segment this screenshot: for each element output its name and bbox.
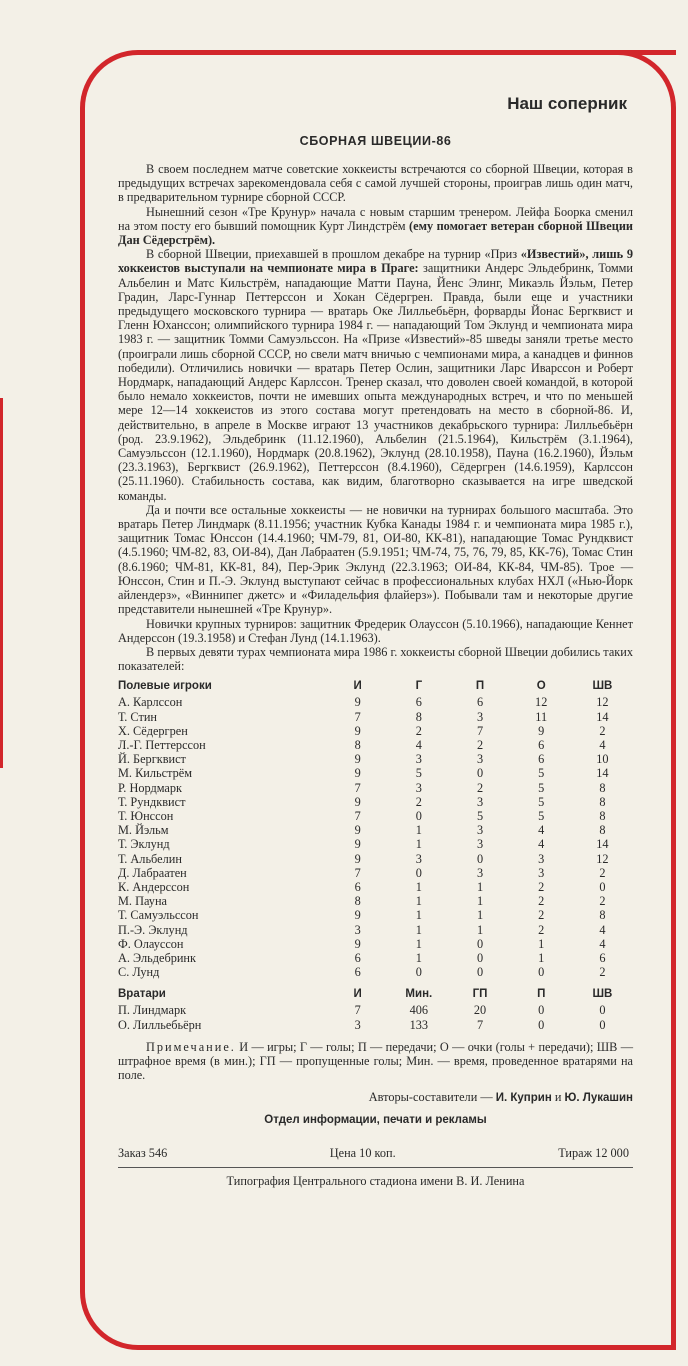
player-name: Т. Рундквист (118, 794, 186, 809)
skaters-header-row (118, 677, 633, 695)
paragraph-2: Нынешний сезон «Тре Крунур» начала с новым старшим тренером. Лейфа Боорка сменил на этом посту его бывший помощник Курт Линдстрём (ему помогает ветеран сборной Швеции Дан Сёдерстрём). (118, 204, 633, 248)
stat-cell: 3 (476, 823, 484, 838)
stat-cell: 14 (596, 766, 609, 781)
stat-cell: 5 (538, 808, 545, 823)
skater-row (118, 852, 633, 866)
price: Цена 10 коп. (329, 1146, 396, 1161)
stat-cell: 0 (476, 950, 484, 965)
stat-cell: 12 (596, 695, 609, 710)
skater-row (118, 781, 633, 795)
department: Отдел информации, печати и рекламы (264, 1114, 487, 1127)
stat-cell: 6 (599, 950, 606, 965)
player-name: Д. Лабраатен (118, 865, 187, 880)
stat-cell: 1 (415, 936, 422, 951)
stat-cell: 0 (415, 865, 422, 880)
stat-cell: 0 (599, 1017, 606, 1032)
col-header: П (475, 680, 485, 693)
col-header: О (536, 680, 546, 693)
skater-row (118, 837, 633, 851)
stat-cell: 3 (354, 1017, 361, 1032)
imprint-row (118, 1146, 633, 1168)
col-header: ШВ (592, 680, 613, 693)
stat-cell: 9 (354, 823, 361, 838)
skater-row (118, 738, 633, 752)
stat-cell: 6 (354, 965, 361, 980)
player-name: Й. Бергквист (118, 752, 186, 767)
player-name: Р. Нордмарк (118, 780, 182, 795)
stat-cell: 6 (538, 752, 545, 767)
player-name: А. Эльдебринк (118, 950, 196, 965)
player-name: П.-Э. Эклунд (118, 922, 188, 937)
stat-cell: 6 (415, 695, 422, 710)
player-name: Л.-Г. Петтерссон (118, 737, 206, 752)
col-header: Полевые игроки (118, 680, 212, 693)
col-header: Г (415, 680, 423, 693)
stat-cell: 5 (538, 794, 545, 809)
skater-row (118, 795, 633, 809)
stat-cell: 3 (538, 865, 545, 880)
stat-cell: 2 (476, 737, 484, 752)
page-frame-right (671, 130, 676, 1350)
col-header: ГП (472, 988, 488, 1001)
stat-cell: 2 (538, 908, 545, 923)
stat-cell: 8 (599, 908, 606, 923)
player-name: Т. Альбелин (118, 851, 182, 866)
skater-row (118, 752, 633, 766)
stat-cell: 0 (599, 1003, 606, 1018)
stat-cell: 20 (473, 1003, 487, 1018)
stat-cell: 9 (538, 723, 545, 738)
stat-cell: 0 (415, 965, 422, 980)
stat-cell: 2 (538, 879, 545, 894)
stat-cell: 0 (538, 965, 545, 980)
stat-cell: 6 (538, 737, 545, 752)
stat-cell: 0 (476, 965, 484, 980)
stat-cell: 2 (415, 794, 422, 809)
skater-row (118, 937, 633, 951)
stat-cell: 9 (354, 766, 361, 781)
stat-cell: 6 (354, 950, 361, 965)
stat-cell: 3 (476, 865, 484, 880)
stat-cell: 12 (535, 695, 548, 710)
stat-cell: 1 (415, 837, 422, 852)
col-header: Мин. (405, 988, 433, 1001)
stat-cell: 5 (538, 766, 545, 781)
stat-cell: 1 (476, 894, 484, 909)
skater-row (118, 965, 633, 979)
player-name: Т. Самуэльссон (118, 908, 199, 923)
note-label: Примечание. (146, 1039, 236, 1054)
skater-row (118, 866, 633, 880)
goalies-body (118, 1003, 633, 1031)
stat-cell: 9 (354, 752, 361, 767)
stat-cell: 133 (409, 1017, 429, 1032)
stat-cell: 3 (415, 780, 422, 795)
player-name: Т. Юнссон (118, 808, 174, 823)
player-name: Х. Сёдергрен (118, 723, 188, 738)
stat-cell: 3 (476, 837, 484, 852)
stat-cell: 8 (599, 794, 606, 809)
order-number: Заказ 546 (118, 1146, 168, 1161)
paragraph-6: В первых девяти турах чемпионата мира 1986 г. хоккеисты сборной Швеции добились таких показателей: (118, 644, 633, 674)
stat-cell: 9 (354, 695, 361, 710)
stat-cell: 7 (354, 865, 361, 880)
skater-row (118, 809, 633, 823)
printer: Типография Центрального стадиона имени В. И. Ленина (226, 1174, 525, 1189)
stat-cell: 7 (354, 780, 361, 795)
stat-cell: 3 (476, 752, 484, 767)
authors: Авторы-составители — И. Куприн и Ю. Лукашин (368, 1090, 633, 1105)
goalie-row (118, 1018, 633, 1032)
skater-row (118, 710, 633, 724)
stat-cell: 5 (415, 766, 422, 781)
stat-cell: 3 (538, 851, 545, 866)
stat-cell: 4 (599, 922, 606, 937)
stat-cell: 0 (538, 1017, 545, 1032)
stat-cell: 0 (538, 1003, 545, 1018)
stat-cell: 1 (476, 908, 484, 923)
player-name: Ф. Олауссон (118, 936, 184, 951)
stat-cell: 8 (354, 737, 361, 752)
player-name: П. Линдмарк (118, 1003, 187, 1018)
article-title: СБОРНАЯ ШВЕЦИИ-86 (299, 134, 452, 148)
stat-cell: 9 (354, 723, 361, 738)
left-edge-mark (0, 398, 3, 768)
note-text: И — игры; Г — голы; П — передачи; О — очки (голы + передачи); ШВ — штрафное время (в мин.); ГП — пропущенные голы; Мин. — время, проведенное вратарями на поле. (118, 1039, 634, 1083)
stat-cell: 0 (599, 879, 606, 894)
goalies-head (118, 979, 633, 1003)
stat-cell: 8 (599, 780, 606, 795)
skater-row (118, 951, 633, 965)
stat-cell: 4 (415, 737, 422, 752)
stat-cell: 7 (476, 723, 484, 738)
player-name: А. Карлссон (118, 695, 183, 710)
stat-cell: 2 (599, 865, 606, 880)
stat-cell: 2 (476, 780, 484, 795)
goalies-header-row (118, 985, 633, 1003)
player-name: Т. Стин (118, 709, 158, 724)
stat-cell: 1 (415, 879, 422, 894)
note (118, 1040, 633, 1083)
stat-cell: 9 (354, 837, 361, 852)
content (118, 94, 633, 1189)
stat-cell: 2 (599, 965, 606, 980)
stat-cell: 10 (596, 752, 609, 767)
stat-cell: 4 (538, 837, 545, 852)
stat-cell: 8 (599, 808, 606, 823)
col-header: П (537, 988, 546, 1001)
skaters-body (118, 695, 633, 979)
stat-cell: 7 (354, 709, 361, 724)
stat-cell: 2 (538, 894, 545, 909)
player-name: С. Лунд (118, 965, 160, 980)
article-body (118, 162, 633, 673)
stat-cell: 14 (596, 837, 609, 852)
stat-cell: 1 (415, 922, 422, 937)
stat-cell: 2 (415, 723, 422, 738)
stat-cell: 8 (599, 823, 606, 838)
stat-cell: 1 (538, 950, 545, 965)
stat-cell: 7 (354, 808, 361, 823)
stat-cell: 1 (538, 936, 545, 951)
stat-cell: 12 (596, 851, 609, 866)
col-header: Вратари (118, 988, 166, 1001)
stat-cell: 1 (476, 922, 484, 937)
stats-table (118, 677, 633, 1031)
stat-cell: 3 (476, 709, 484, 724)
print-run: Тираж 12 000 (558, 1146, 629, 1161)
skater-row (118, 894, 633, 908)
paragraph-4: Да и почти все остальные хоккеисты — не новички на турнирах большого масштаба. Это вратарь Петер Линдмарк (8.11.1956; участник Кубка Канады 1984 г. и чемпионата мира 1985 г.), защитник Томас Юнссон (14.4.1960; ЧМ-79, 81, ОИ-80, КК-81), нападающие Томас Рундквист (4.5.1960; ЧМ-82, 83, ОИ-84), Дан Лабраатен (5.9.1951; ЧМ-74, 75, 76, 79, 85, КК-76), Томас Стин (8.6.1960; ЧМ-81, КК-81, 84), Пер-Эрик Эклунд (22.3.1963; ОИ-84, КК-84, ЧМ-85). Трое — Юнссон, Стин и П.-Э. Эклунд выступают сейчас в профессиональных клубах НХЛ («Нью-Йорк айлендерз», «Виннипег джетс» и «Филадельфия флайерз»). Побывали там и некоторые другие представители нынешней «Тре Крунур». (118, 502, 633, 617)
skater-row (118, 766, 633, 780)
stat-cell: 1 (415, 823, 422, 838)
stat-cell: 0 (476, 766, 484, 781)
stat-cell: 4 (599, 737, 606, 752)
stat-cell: 2 (599, 894, 606, 909)
goalie-row (118, 1003, 633, 1017)
stat-cell: 9 (354, 908, 361, 923)
stat-cell: 9 (354, 794, 361, 809)
stat-cell: 1 (415, 894, 422, 909)
skater-row (118, 908, 633, 922)
stat-cell: 5 (538, 780, 545, 795)
stat-cell: 3 (415, 752, 422, 767)
player-name: М. Йэльм (118, 823, 169, 838)
player-name: М. Кильстрём (118, 766, 192, 781)
stat-cell: 2 (538, 922, 545, 937)
player-name: О. Лилльебьёрн (118, 1017, 202, 1032)
stat-cell: 3 (476, 794, 484, 809)
col-header: ШВ (592, 988, 613, 1001)
stat-cell: 406 (409, 1003, 429, 1018)
stat-cell: 2 (599, 723, 606, 738)
stat-cell: 0 (476, 851, 484, 866)
stat-cell: 6 (476, 695, 484, 710)
stat-cell: 1 (415, 908, 422, 923)
col-header: И (353, 988, 362, 1001)
skater-row (118, 724, 633, 738)
stat-cell: 9 (354, 851, 361, 866)
paragraph-3: В сборной Швеции, приехавшей в прошлом декабре на турнир «Приз «Известий», лишь 9 хоккеистов выступали на чемпионате мира в Праге: защитники Андерс Эльдебринк, Томми Альбелин и Матс Кильстрём, нападающие Матти Пауна, Йенс Элинг, Микаэль Йэльм, Петер Градин, Ларс-Гуннар Петтерссон и Хокан Сёдергрен. Правда, были еще и участники предыдущего московского турнира — вратарь Оке Лилльебьёрн, форварды Йонас Бергквист и Гленн Юханссон; олимпийского турнира 1984 г. — нападающий Том Эклунд и чемпионата мира 1983 г. — защитник Томми Самуэльссон. На «Призе «Известий»-85 шведы заняли третье место (проиграли лишь сборной СССР, но свели матч вничью с чемпионами мира, а канадцев и финнов победили). Отличились новички — вратарь Петер Ослин, защитники Ларс Иварссон и Роберт Нордмарк, нападающий Андерс Карлссон. Тренер сказал, что доволен своей командой, в которой было немало хоккеистов, почти не имевших опыта международных встреч, и что по меньшей мере 12—14 хоккеистов из этого состава могут претендовать на место в сборной-86. И, действительно, в апреле в Москве играют 13 участников декабрьского турнира: Лилльебьёрн (род. 23.9.1962), Эльдебринк (11.12.1960), Альбелин (21.5.1964), Кильстрём (3.1.1964), Самуэльссон (12.1.1960), Нордмарк (20.8.1962), Эклунд (28.10.1958), Пауна (16.2.1960), Йэльм (23.3.1963), Бергквист (26.9.1962), Петтерссон (8.4.1960), Сёдергрен (14.6.1959), Карлссон (25.11.1960). Стабильность состава, как видим, благотворно сказывается на игре шведской команды. (118, 247, 634, 503)
stat-cell: 9 (354, 936, 361, 951)
stat-cell: 4 (599, 936, 606, 951)
player-name: Т. Эклунд (118, 837, 170, 852)
skater-row (118, 823, 633, 837)
stat-cell: 3 (354, 922, 361, 937)
stat-cell: 1 (476, 879, 484, 894)
stat-cell: 7 (354, 1003, 361, 1018)
paragraph-1: В своем последнем матче советские хоккеисты встречаются со сборной Швеции, которая в предыдущих встречах зарекомендовала себя с самой лучшей стороны, проиграв лишь один матч, в предварительном турнире сборной СССР. (118, 162, 633, 205)
skater-row (118, 923, 633, 937)
stat-cell: 5 (476, 808, 484, 823)
stat-cell: 0 (415, 808, 422, 823)
player-name: К. Андерссон (118, 879, 190, 894)
stat-cell: 1 (415, 950, 422, 965)
stat-cell: 4 (538, 823, 545, 838)
stat-cell: 14 (596, 709, 609, 724)
stat-cell: 3 (415, 851, 422, 866)
skater-row (118, 880, 633, 894)
stat-cell: 8 (415, 709, 422, 724)
skater-row (118, 695, 633, 709)
section-title: Наш соперник (507, 94, 627, 113)
stat-cell: 8 (354, 894, 361, 909)
col-header: И (353, 680, 362, 693)
stat-cell: 11 (535, 709, 548, 724)
player-name: М. Пауна (118, 894, 167, 909)
stat-cell: 0 (476, 936, 484, 951)
stat-cell: 7 (476, 1017, 484, 1032)
paragraph-5: Новички крупных турниров: защитник Фредерик Олауссон (5.10.1966), нападающие Кеннет Андерссон (19.3.1958) и Стефан Лунд (14.1.1963). (118, 616, 633, 645)
stat-cell: 6 (354, 879, 361, 894)
